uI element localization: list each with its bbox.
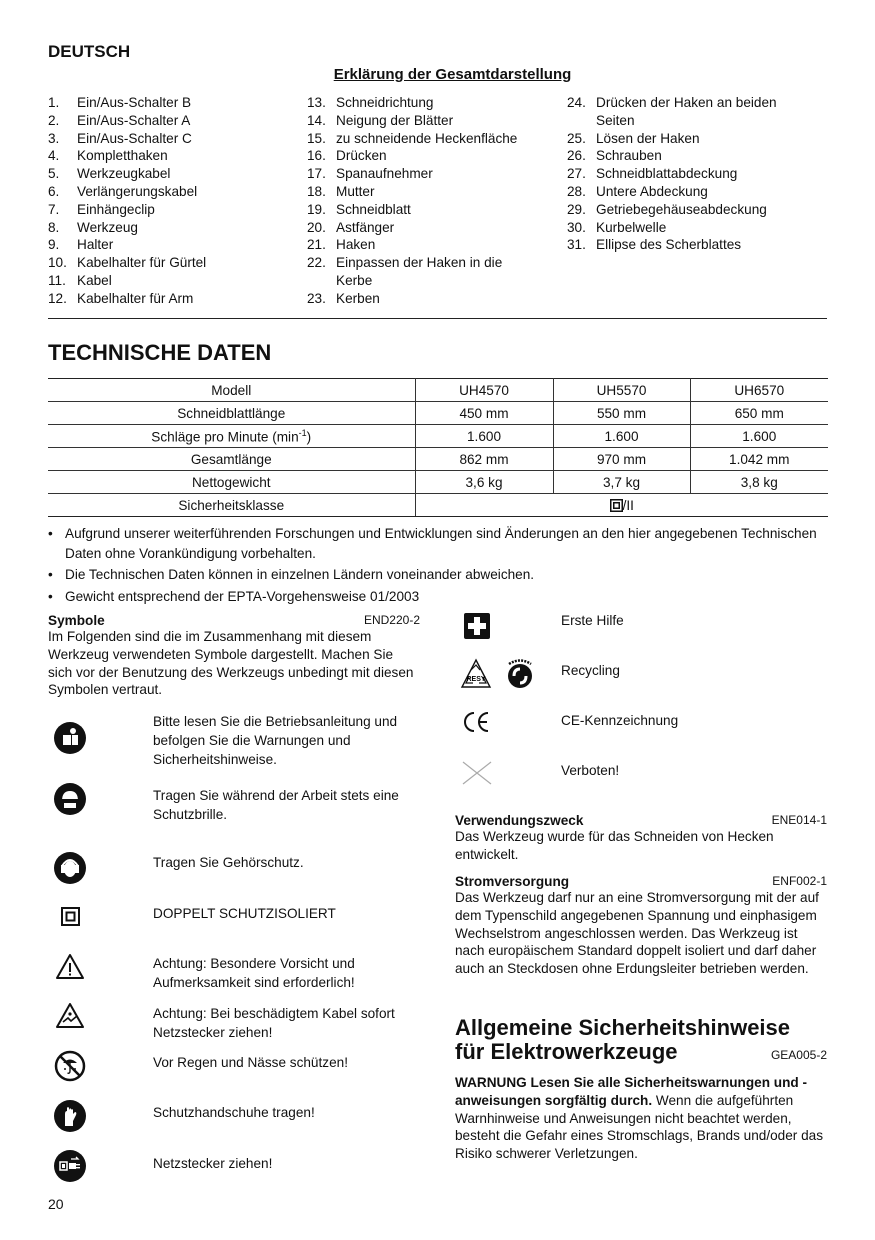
list-item-label: Halter	[77, 237, 114, 253]
list-item: • Die Technischen Daten können in einzelnen Ländern voneinander abweichen.	[48, 565, 828, 585]
list-item	[307, 236, 557, 254]
list-item-number: 1.	[48, 95, 60, 110]
table-cell: 1.600	[690, 425, 828, 448]
list-item	[307, 165, 557, 183]
table-cell: 3,7 kg	[553, 471, 690, 494]
list-item: • Gewicht entsprechend der EPTA-Vorgehensweise 01/2003	[48, 587, 828, 607]
list-item	[307, 183, 557, 201]
usage-text: Das Werkzeug wurde für das Schneiden von Hecken entwickelt.	[455, 829, 774, 862]
list-item-number: 6.	[48, 183, 60, 199]
list-item-label: Schrauben	[596, 148, 662, 164]
list-item	[48, 165, 298, 183]
table-cell: UH6570	[690, 379, 828, 402]
power-header	[455, 874, 827, 889]
list-item: • Aufgrund unserer weiterführenden Forschungen und Entwicklungen sind Änderungen an den hier angegebenen Technischen Daten ohne Vorankündigung vorbehalten.	[48, 524, 828, 563]
list-item-label: Einhängeclip	[77, 201, 155, 217]
list-item-label: Ein/Aus-Schalter C	[77, 130, 192, 146]
list-item-label: Schneidblatt	[336, 201, 411, 217]
list-item-label: Spanaufnehmer	[336, 166, 433, 182]
note-text: Die Technischen Daten können in einzelnen Ländern voneinander abweichen.	[65, 567, 535, 582]
warning-text: Wenn die aufgeführten Warnhinweise und Anweisungen nicht beachtet werden, besteht die Gefahr eines Stromschlags, Brands und/oder das Risiko schwerer Verletzungen.	[455, 1092, 824, 1162]
list-item	[48, 183, 298, 201]
symbol-text: Bitte lesen Sie die Betriebsanleitung und befolgen Sie die Warnungen und Sicherheitshinweise.	[153, 714, 398, 767]
symbol-text: Achtung: Besondere Vorsicht und Aufmerksamkeit sind erforderlich!	[153, 956, 355, 990]
table-cell: Sicherheitsklasse	[48, 494, 415, 517]
list-item-label: Kabel	[77, 272, 112, 288]
table-cell: 970 mm	[553, 448, 690, 471]
table-cell: 550 mm	[553, 402, 690, 425]
list-item-number: 31.	[567, 237, 586, 253]
list-item	[567, 94, 827, 112]
list-item	[307, 201, 557, 219]
list-item-number: 8.	[48, 219, 60, 235]
list-item-label: Drücken der Haken an beiden	[596, 95, 777, 110]
list-item-label: Schneidblattabdeckung	[596, 166, 738, 182]
damaged-cable-warning-icon	[54, 1000, 86, 1032]
row-label: Schläge pro Minute (min	[151, 429, 299, 445]
symbol-text: DOPPELT SCHUTZISOLIERT	[153, 906, 336, 921]
list-item	[48, 236, 298, 254]
list-item-number	[307, 272, 336, 290]
general-safety-title-2: für Elektrowerkzeuge	[455, 1039, 678, 1064]
list-item-label: Einpassen der Haken in die	[336, 255, 503, 271]
warning-bold: WARNUNG Lesen Sie alle Sicherheitswarnungen und -anweisungen sorgfältig durch.	[455, 1075, 807, 1108]
list-item	[567, 183, 827, 201]
row-label-end: )	[306, 429, 312, 445]
list-item-number: 26.	[567, 148, 586, 164]
list-item-label: Kabelhalter für Gürtel	[77, 255, 207, 271]
list-item-number: 13.	[307, 95, 326, 110]
tech-notes	[48, 524, 828, 608]
list-item-label: Ellipse des Scherblattes	[596, 237, 742, 253]
ce-mark-icon	[461, 710, 491, 734]
unplug-icon	[54, 1150, 86, 1182]
list-item-number: 10.	[48, 255, 67, 271]
list-item-number	[567, 112, 596, 130]
no-rain-icon	[54, 1050, 86, 1082]
general-safety-code: GEA005-2	[770, 1048, 827, 1062]
symbols-section	[48, 613, 420, 699]
list-item-label: Seiten	[596, 112, 635, 128]
list-item	[48, 272, 298, 290]
list-item	[48, 290, 298, 308]
list-item	[48, 112, 298, 130]
list-item-number: 25.	[567, 130, 586, 146]
list-item-number: 18.	[307, 183, 326, 199]
list-item-label: Untere Abdeckung	[596, 183, 708, 199]
list-item	[307, 219, 557, 237]
list-item-number: 12.	[48, 290, 67, 306]
usage-title: Verwendungszweck	[455, 813, 584, 828]
symbols-intro: Im Folgenden sind die im Zusammenhang mit diesem Werkzeug verwendeten Symbole dargestellt. Machen Sie sich vor der Benutzung des Werkzeugs unbedingt mit diesen Symbolen vertraut.	[48, 629, 414, 698]
table-cell	[415, 494, 828, 517]
symbol-text: CE-Kennzeichnung	[561, 713, 679, 728]
overview-column-1	[48, 94, 298, 308]
table-cell: UH4570	[415, 379, 553, 402]
overview-column-3	[567, 94, 827, 254]
list-item-number: 7.	[48, 201, 60, 217]
list-item	[567, 147, 827, 165]
list-item	[307, 272, 557, 290]
note-text: Gewicht entsprechend der EPTA-Vorgehensweise 01/2003	[65, 588, 420, 604]
list-item-number: 9.	[48, 237, 60, 253]
list-item-number: 30.	[567, 219, 586, 235]
table-cell: UH5570	[553, 379, 690, 402]
list-item	[307, 94, 557, 112]
list-item-label: Neigung der Blätter	[336, 112, 454, 128]
list-item-number: 23.	[307, 290, 326, 306]
list-item-number: 15.	[307, 130, 326, 146]
list-item	[307, 290, 557, 308]
list-item	[307, 254, 557, 272]
safety-glasses-icon	[54, 783, 86, 815]
list-item-number: 14.	[307, 112, 326, 128]
list-item-number: 3.	[48, 130, 60, 146]
list-item	[307, 130, 557, 148]
list-item-number: 27.	[567, 166, 586, 182]
table-cell	[48, 425, 415, 448]
table-row	[48, 425, 828, 448]
list-item-label: Ein/Aus-Schalter B	[77, 95, 192, 110]
list-item-label: Haken	[336, 237, 376, 253]
symbol-text: Tragen Sie Gehörschutz.	[153, 855, 304, 870]
usage-header	[455, 813, 827, 828]
list-item-label: Drücken	[336, 148, 387, 164]
list-item	[567, 112, 827, 130]
warning-triangle-icon	[54, 951, 86, 983]
forbidden-cross-icon	[460, 758, 494, 788]
double-insulation-icon	[54, 901, 86, 933]
symbols-code: END220-2	[363, 613, 420, 627]
table-cell: 3,8 kg	[690, 471, 828, 494]
power-section	[455, 874, 827, 978]
general-safety-warning	[455, 1074, 827, 1163]
list-item	[48, 254, 298, 272]
list-item-label: Kerbe	[336, 272, 373, 288]
symbol-text: Vor Regen und Nässe schützen!	[153, 1055, 348, 1070]
overview-title	[0, 66, 875, 83]
table-cell: 1.042 mm	[690, 448, 828, 471]
table-row	[48, 471, 828, 494]
symbols-title: Symbole	[48, 613, 105, 628]
symbol-text: Netzstecker ziehen!	[153, 1156, 273, 1171]
table-cell: Nettogewicht	[48, 471, 415, 494]
table-cell: Schneidblattlänge	[48, 402, 415, 425]
list-item-label: zu schneidende Heckenfläche	[336, 130, 518, 146]
list-item-number: 5.	[48, 166, 60, 182]
list-item-label: Ein/Aus-Schalter A	[77, 112, 191, 128]
list-item-label: Werkzeug	[77, 219, 138, 235]
symbol-text: Recycling	[561, 663, 620, 678]
gloves-icon	[54, 1100, 86, 1132]
usage-section	[455, 813, 827, 864]
general-safety-section	[455, 1016, 827, 1163]
list-item-label: Verlängerungskabel	[77, 183, 198, 199]
table-cell: 1.600	[415, 425, 553, 448]
list-item-number: 24.	[567, 95, 586, 110]
list-item	[307, 112, 557, 130]
ear-protection-icon	[54, 852, 86, 884]
general-safety-title-row	[455, 1040, 827, 1064]
list-item	[567, 165, 827, 183]
overview-title-text: Erklärung der Gesamtdarstellung	[333, 66, 572, 83]
symbol-text: Erste Hilfe	[561, 613, 624, 628]
list-item-label: Lösen der Haken	[596, 130, 700, 146]
list-item	[48, 130, 298, 148]
list-item	[48, 219, 298, 237]
list-item-number: 2.	[48, 112, 60, 128]
tech-data-table	[48, 378, 828, 517]
table-header-row	[48, 379, 828, 402]
symbol-text: Tragen Sie während der Arbeit stets eine Schutzbrille.	[153, 788, 399, 822]
page-number: 20	[48, 1196, 64, 1212]
power-code: ENF002-1	[772, 874, 827, 888]
table-cell: 1.600	[553, 425, 690, 448]
table-row	[48, 448, 828, 471]
safety-class-value: /II	[622, 497, 634, 513]
list-item	[567, 201, 827, 219]
list-item	[567, 130, 827, 148]
table-row	[48, 402, 828, 425]
list-item-number: 28.	[567, 183, 586, 199]
list-item-label: Kurbelwelle	[596, 219, 667, 235]
symbol-text: Verboten!	[561, 763, 620, 778]
symbols-header	[48, 613, 420, 628]
list-item	[307, 147, 557, 165]
list-item-label: Schneidrichtung	[336, 95, 434, 110]
list-item-label: Kerben	[336, 290, 380, 306]
power-title: Stromversorgung	[455, 874, 570, 889]
list-item	[48, 94, 298, 112]
first-aid-icon	[462, 611, 492, 641]
symbol-text: Schutzhandschuhe tragen!	[153, 1105, 315, 1120]
list-item-number: 4.	[48, 148, 60, 164]
list-item-number: 19.	[307, 201, 326, 217]
list-item-number: 20.	[307, 219, 326, 235]
list-item	[567, 236, 827, 254]
green-dot-icon	[503, 657, 537, 691]
list-item-label: Kompletthaken	[77, 148, 168, 164]
list-item-label: Werkzeugkabel	[77, 166, 171, 182]
list-item	[48, 147, 298, 165]
list-item-number: 17.	[307, 166, 326, 182]
language-heading: DEUTSCH	[48, 42, 131, 61]
table-row	[48, 494, 828, 517]
tech-data-title: TECHNISCHE DATEN	[48, 340, 272, 365]
recycling-label: RESY	[466, 676, 486, 683]
power-text: Das Werkzeug darf nur an eine Stromversorgung mit der auf dem Typenschild angegebenen Spannung und einphasigem Wechselstrom angeschlossen werden. Das Werkzeug ist nach europäischem Standard doppelt isoliert und darf daher auch an Steckdosen ohne Erdungsleiter betrieben werden.	[455, 890, 819, 977]
list-item	[567, 219, 827, 237]
usage-code: ENE014-1	[771, 813, 827, 827]
list-item-number: 16.	[307, 148, 326, 164]
list-item	[48, 201, 298, 219]
table-cell: Modell	[48, 379, 415, 402]
double-insulation-icon	[610, 499, 623, 512]
table-cell: 3,6 kg	[415, 471, 553, 494]
section-divider	[48, 318, 827, 319]
list-item-number: 22.	[307, 255, 326, 271]
note-text: Aufgrund unserer weiterführenden Forschungen und Entwicklungen sind Änderungen an den hier angegebenen Technischen Daten ohne Vorankündigung vorbehalten.	[65, 526, 817, 561]
table-cell: Gesamtlänge	[48, 448, 415, 471]
list-item-label: Astfänger	[336, 219, 395, 235]
list-item-label: Kabelhalter für Arm	[77, 290, 194, 306]
recycling-icon	[459, 657, 493, 691]
table-cell: 450 mm	[415, 402, 553, 425]
symbol-text: Achtung: Bei beschädigtem Kabel sofort Netzstecker ziehen!	[153, 1006, 395, 1040]
row-label-sup: -1	[298, 427, 307, 438]
list-item-number: 21.	[307, 237, 326, 253]
list-item-number: 11.	[48, 272, 66, 288]
overview-column-2	[307, 94, 557, 308]
table-cell: 650 mm	[690, 402, 828, 425]
list-item-label: Getriebegehäuseabdeckung	[596, 201, 767, 217]
general-safety-title-1: Allgemeine Sicherheitshinweise	[455, 1015, 791, 1040]
list-item-number: 29.	[567, 201, 586, 217]
list-item-label: Mutter	[336, 183, 375, 199]
table-cell: 862 mm	[415, 448, 553, 471]
read-manual-icon	[54, 722, 86, 754]
